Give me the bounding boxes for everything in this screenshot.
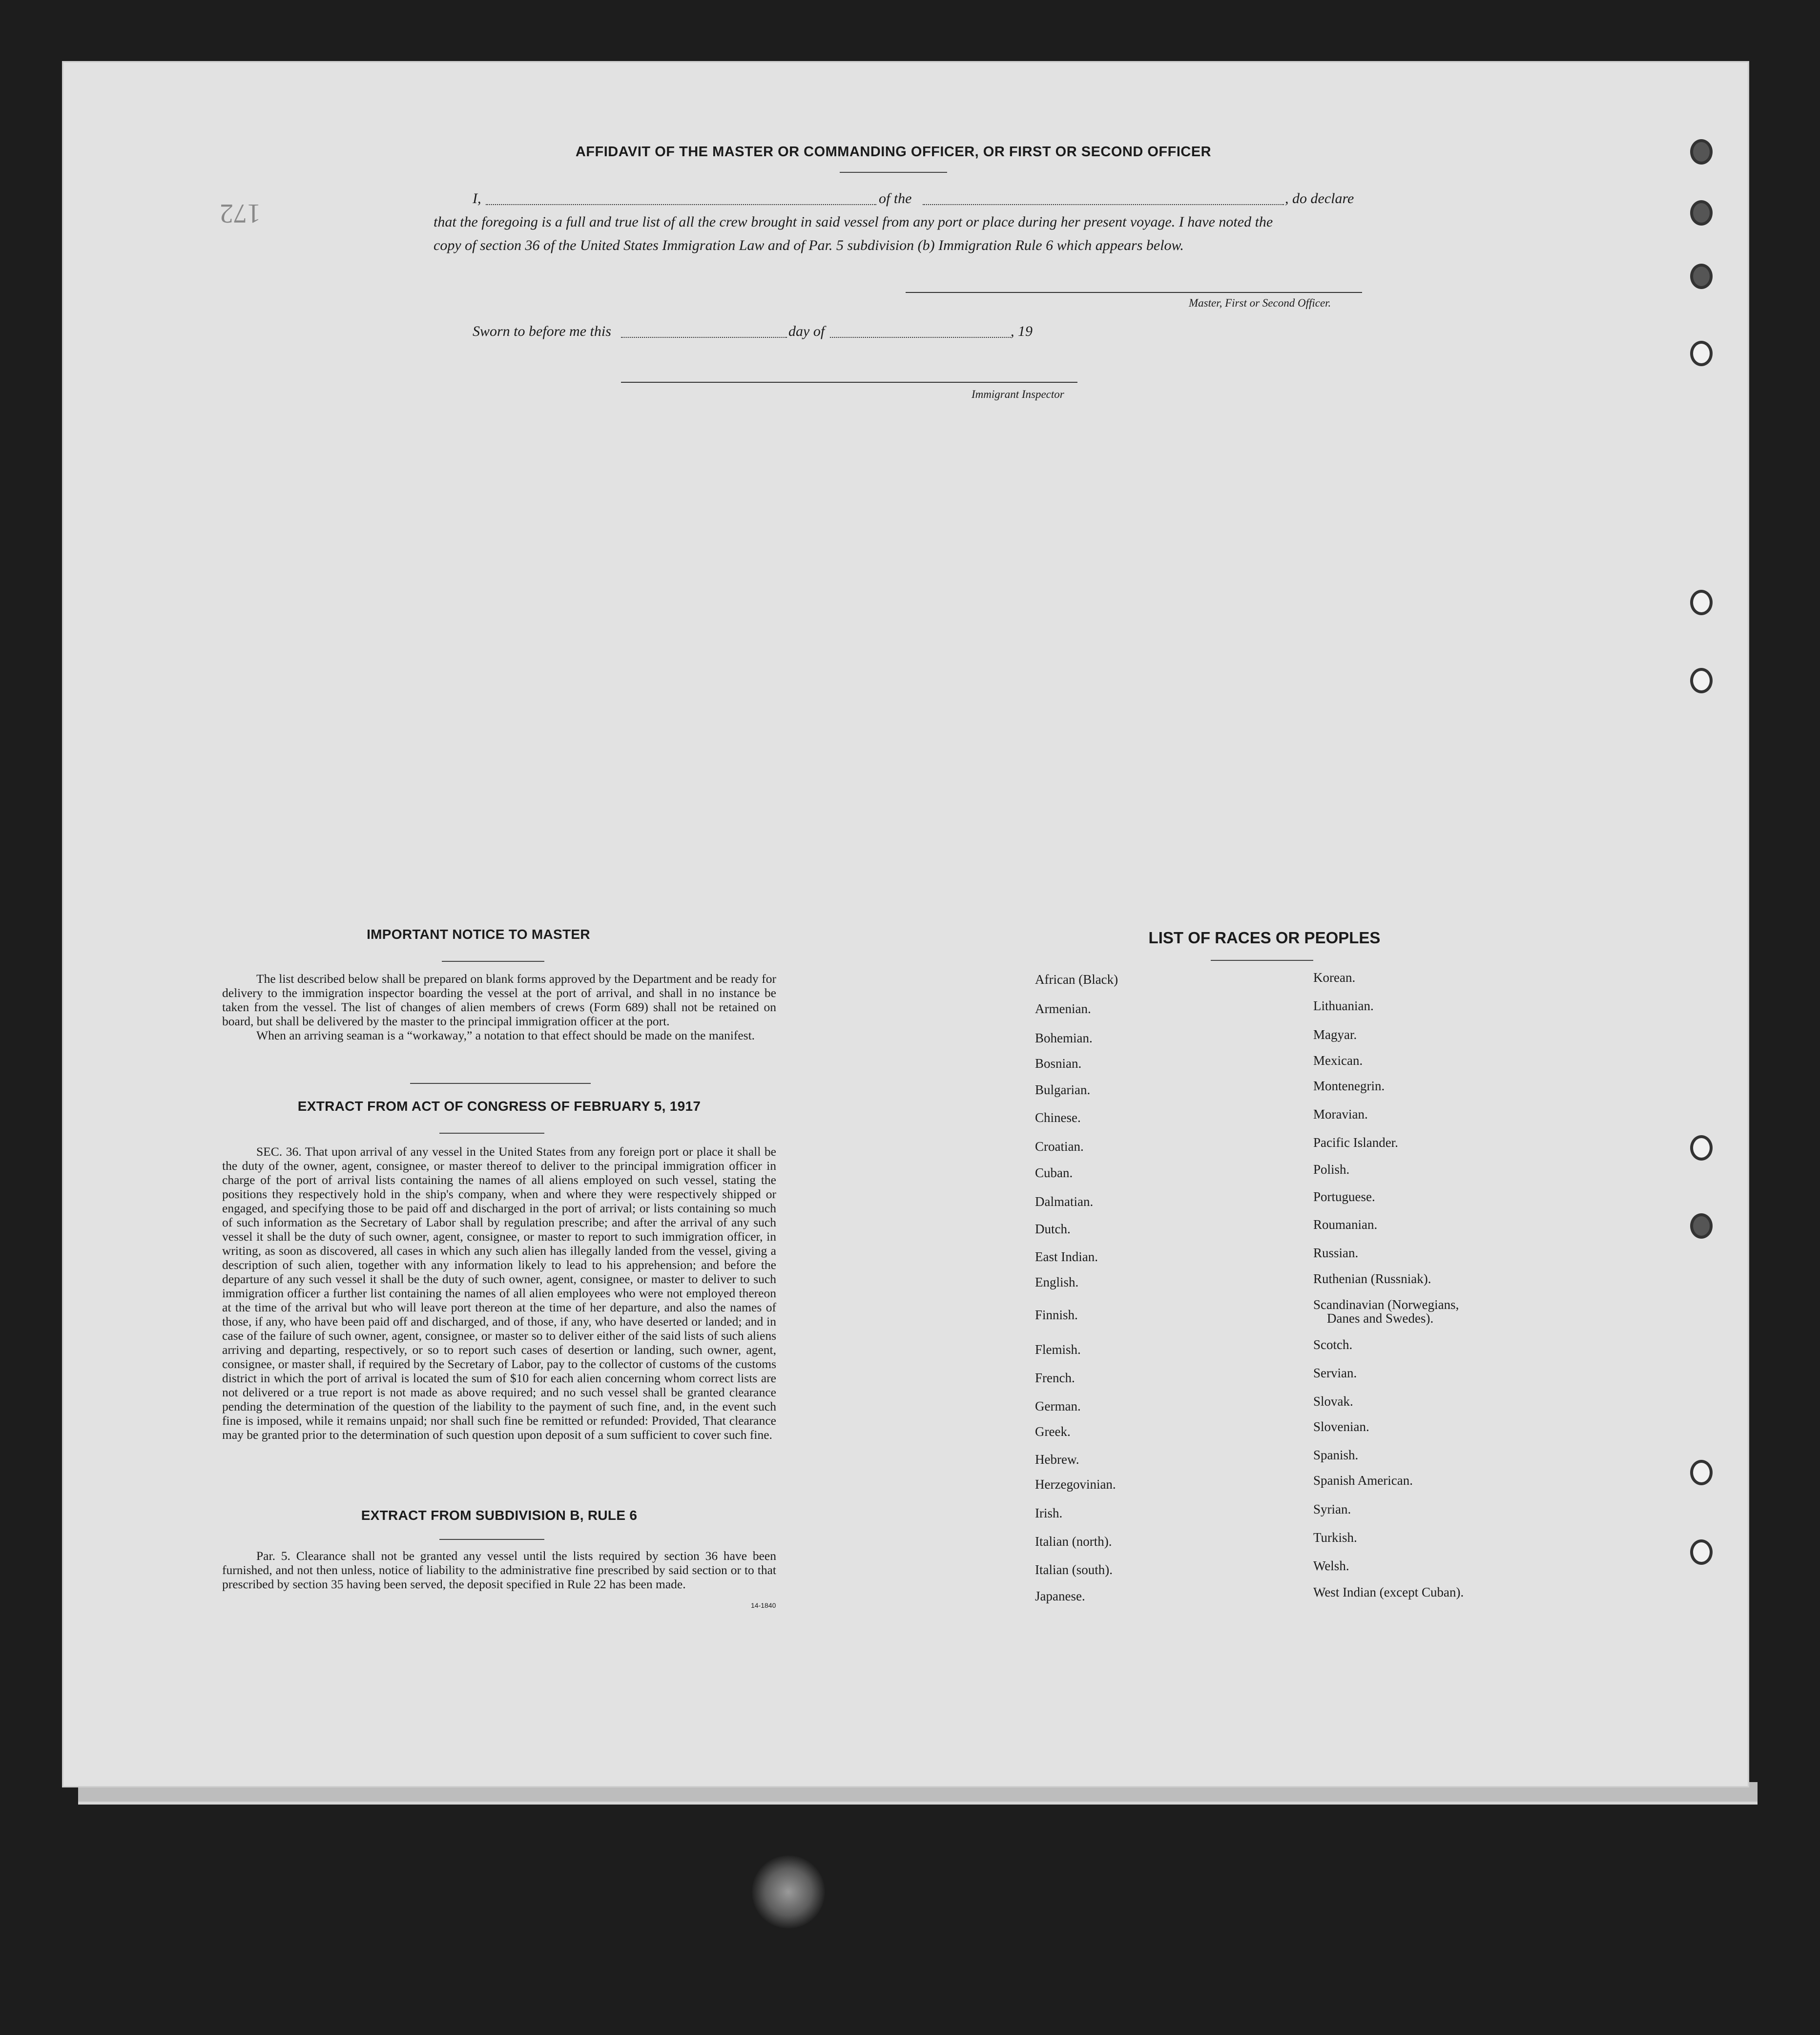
sworn-mid: day of [788, 323, 825, 339]
vessel-name-blank[interactable] [923, 204, 1284, 205]
race-left-item: Japanese. [1035, 1589, 1085, 1603]
officer-caption: Master, First or Second Officer. [1189, 297, 1331, 309]
officer-signature-line[interactable] [906, 292, 1362, 293]
race-right-item: Polish. [1313, 1162, 1350, 1177]
affidavit-line1-mid: of the [879, 190, 912, 207]
punch-hole [1690, 668, 1713, 693]
punch-hole [1690, 590, 1713, 615]
race-right-item: Pacific Islander. [1313, 1135, 1398, 1150]
race-left-item: Chinese. [1035, 1110, 1081, 1125]
sworn-month-blank[interactable] [830, 337, 1011, 338]
race-left-item: Irish. [1035, 1506, 1063, 1520]
notice-text [222, 972, 776, 1042]
act-extract-title: EXTRACT FROM ACT OF CONGRESS OF FEBRUARY 5, 1917 [297, 1099, 701, 1114]
race-right-item: Scotch. [1313, 1337, 1353, 1352]
race-left-item: Dutch. [1035, 1222, 1071, 1236]
race-right-item: Mexican. [1313, 1053, 1363, 1068]
race-left-item: Armenian. [1035, 1001, 1091, 1016]
race-left-item: Bohemian. [1035, 1031, 1093, 1045]
notice-title: IMPORTANT NOTICE TO MASTER [367, 927, 590, 942]
sworn-day-blank[interactable] [621, 337, 787, 338]
punch-hole [1690, 1135, 1713, 1161]
punch-hole [1690, 139, 1713, 165]
race-left-item: Flemish. [1035, 1342, 1081, 1357]
race-left-item: East Indian. [1035, 1249, 1098, 1264]
punch-hole [1690, 341, 1713, 366]
races-title: LIST OF RACES OR PEOPLES [1148, 929, 1381, 947]
affidavit-line1-end: , do declare [1285, 190, 1354, 207]
punch-hole [1690, 264, 1713, 289]
race-left-item: Italian (south). [1035, 1562, 1113, 1577]
rule-extract-title: EXTRACT FROM SUBDIVISION B, RULE 6 [361, 1508, 638, 1523]
race-left-item: Herzegovinian. [1035, 1477, 1116, 1492]
film-smudge [752, 1855, 825, 1929]
race-left-item: Croatian. [1035, 1139, 1084, 1154]
race-right-item: Ruthenian (Russniak). [1313, 1271, 1431, 1286]
race-right-item: Spanish American. [1313, 1473, 1413, 1488]
affidavit-line1-start: I, [473, 190, 481, 207]
affidavit-line2: that the foregoing is a full and true list of all the crew brought in said vessel from any port or place during her present voyage. I have noted the [434, 214, 1273, 230]
notice-divider [442, 961, 544, 962]
act-extract-text [222, 1144, 776, 1442]
race-right-item: Danes and Swedes). [1327, 1311, 1434, 1326]
title-divider [840, 172, 947, 173]
race-left-item: Italian (north). [1035, 1534, 1112, 1549]
affidavit-title: AFFIDAVIT OF THE MASTER OR COMMANDING OFFICER, OR FIRST OR SECOND OFFICER [575, 144, 1212, 160]
race-right-item: Moravian. [1313, 1107, 1368, 1121]
inspector-signature-line[interactable] [621, 382, 1077, 383]
race-right-item: Servian. [1313, 1366, 1357, 1380]
race-left-item: Finnish. [1035, 1308, 1078, 1322]
race-right-item: Portuguese. [1313, 1189, 1375, 1204]
race-right-item: Scandinavian (Norwegians, [1313, 1297, 1459, 1312]
section-divider [410, 1083, 591, 1084]
sworn-end: , 19 [1011, 323, 1033, 339]
form-number: 14-1840 [751, 1601, 776, 1609]
sworn-start: Sworn to before me this [473, 323, 611, 339]
race-left-item: French. [1035, 1371, 1075, 1385]
races-divider [1211, 960, 1313, 961]
manifest-page [63, 62, 1748, 1786]
race-left-item: Hebrew. [1035, 1452, 1079, 1467]
race-right-item: Slovenian. [1313, 1419, 1369, 1434]
affidavit-line3: copy of section 36 of the United States Immigration Law and of Par. 5 subdivision (b) Immigration Rule 6 which appears below. [434, 237, 1184, 253]
race-left-item: Greek. [1035, 1424, 1071, 1439]
race-right-item: Welsh. [1313, 1558, 1349, 1573]
race-right-item: Slovak. [1313, 1394, 1353, 1409]
inspector-caption: Immigrant Inspector [972, 388, 1064, 400]
rule-extract-text [222, 1549, 776, 1591]
race-left-item: Cuban. [1035, 1165, 1073, 1180]
race-left-item: English. [1035, 1275, 1079, 1289]
punch-hole [1690, 200, 1713, 226]
race-right-item: Spanish. [1313, 1448, 1359, 1462]
race-right-item: Roumanian. [1313, 1217, 1378, 1232]
rule-extract-divider [439, 1539, 544, 1540]
race-right-item: Montenegrin. [1313, 1079, 1385, 1093]
race-right-item: Lithuanian. [1313, 998, 1374, 1013]
margin-note: 172 [220, 198, 261, 228]
punch-hole [1690, 1213, 1713, 1239]
race-right-item: Korean. [1313, 970, 1356, 985]
act-section-36: SEC. 36. That upon arrival of any vessel in the United States from any foreign port or place it shall be the duty of the owner, agent, consignee, or master thereof to deliver to the principal immigration officer in charge of the port of arrival lists containing the names of all aliens employed on such vessel, stating the positions they respectively hold in the ship's company, when and where they were respectively shipped or engaged, and specifying those to be paid off and discharged in the port of arrival; or lists containing so much of such information as the Secretary of Labor shall by regulation prescribe; and after the arrival of any such vessel it shall be the duty of such owner, agent, consignee, or master to report to such immigration officer, in writing, as soon as discovered, all cases in which any such alien has illegally landed from the vessel, giving a description of such alien, together with any information likely to lead to his apprehension; and before the departure of any such vessel it shall be the duty of such owner, agent, consignee, or master to deliver to such immigration officer a further list containing the names of all alien employees who were not employed thereon at the time of the arrival but who will leave port thereon at the time of her departure, and also the names of those, if any, who have been paid off and discharged, and of those, if any, who have deserted or landed; and in case of the failure of such owner, agent, consignee, or master so to deliver either of the said lists of such aliens arriving and departing, respectively, or so to report such cases of desertion or landing, such owner, agent, consignee, or master shall, if required by the Secretary of Labor, pay to the collector of customs of the customs district in which the port of arrival is located the sum of $10 for each alien concerning whom correct lists are not delivered or a true report is not made as above required; and no such vessel shall be granted clearance pending the determination of the question of the liability to the payment of such fine, and, in the event such fine is imposed, while it remains unpaid; nor shall such fine be remitted or refunded: Provided, That clearance may be granted prior to the determination of such question upon deposit of a sum sufficient to cover such fine. [222, 1144, 776, 1442]
race-right-item: Turkish. [1313, 1530, 1357, 1545]
rule-par-5: Par. 5. Clearance shall not be granted any vessel until the lists required by section 36 have been furnished, and not then unless, notice of liability to the administrative fine prescribed by said section or to that prescribed by section 35 having been served, the deposit specified in Rule 22 has been made. [222, 1549, 776, 1591]
race-right-item: Russian. [1313, 1246, 1359, 1260]
race-left-item: German. [1035, 1399, 1081, 1413]
race-right-item: West Indian (except Cuban). [1313, 1585, 1464, 1599]
act-extract-divider [439, 1133, 544, 1134]
notice-paragraph-1: The list described below shall be prepared on blank forms approved by the Department and be ready for delivery to the immigration inspector boarding the vessel at the port of arrival, and shall in no instance be taken from the vessel. The list of changes of alien members of crews (Form 689) shall not be retained on board, but shall be delivered by the master to the principal immigration officer at the port. [222, 972, 776, 1028]
master-name-blank[interactable] [486, 204, 876, 205]
punch-hole [1690, 1539, 1713, 1565]
race-left-item: Dalmatian. [1035, 1194, 1094, 1209]
punch-hole [1690, 1460, 1713, 1485]
race-right-item: Magyar. [1313, 1027, 1357, 1042]
race-right-item: Syrian. [1313, 1502, 1351, 1516]
race-left-item: Bulgarian. [1035, 1082, 1091, 1097]
race-left-item: African (Black) [1035, 972, 1118, 987]
race-left-item: Bosnian. [1035, 1056, 1082, 1071]
notice-paragraph-2: When an arriving seaman is a “workaway,” a notation to that effect should be made on the manifest. [256, 1028, 755, 1042]
